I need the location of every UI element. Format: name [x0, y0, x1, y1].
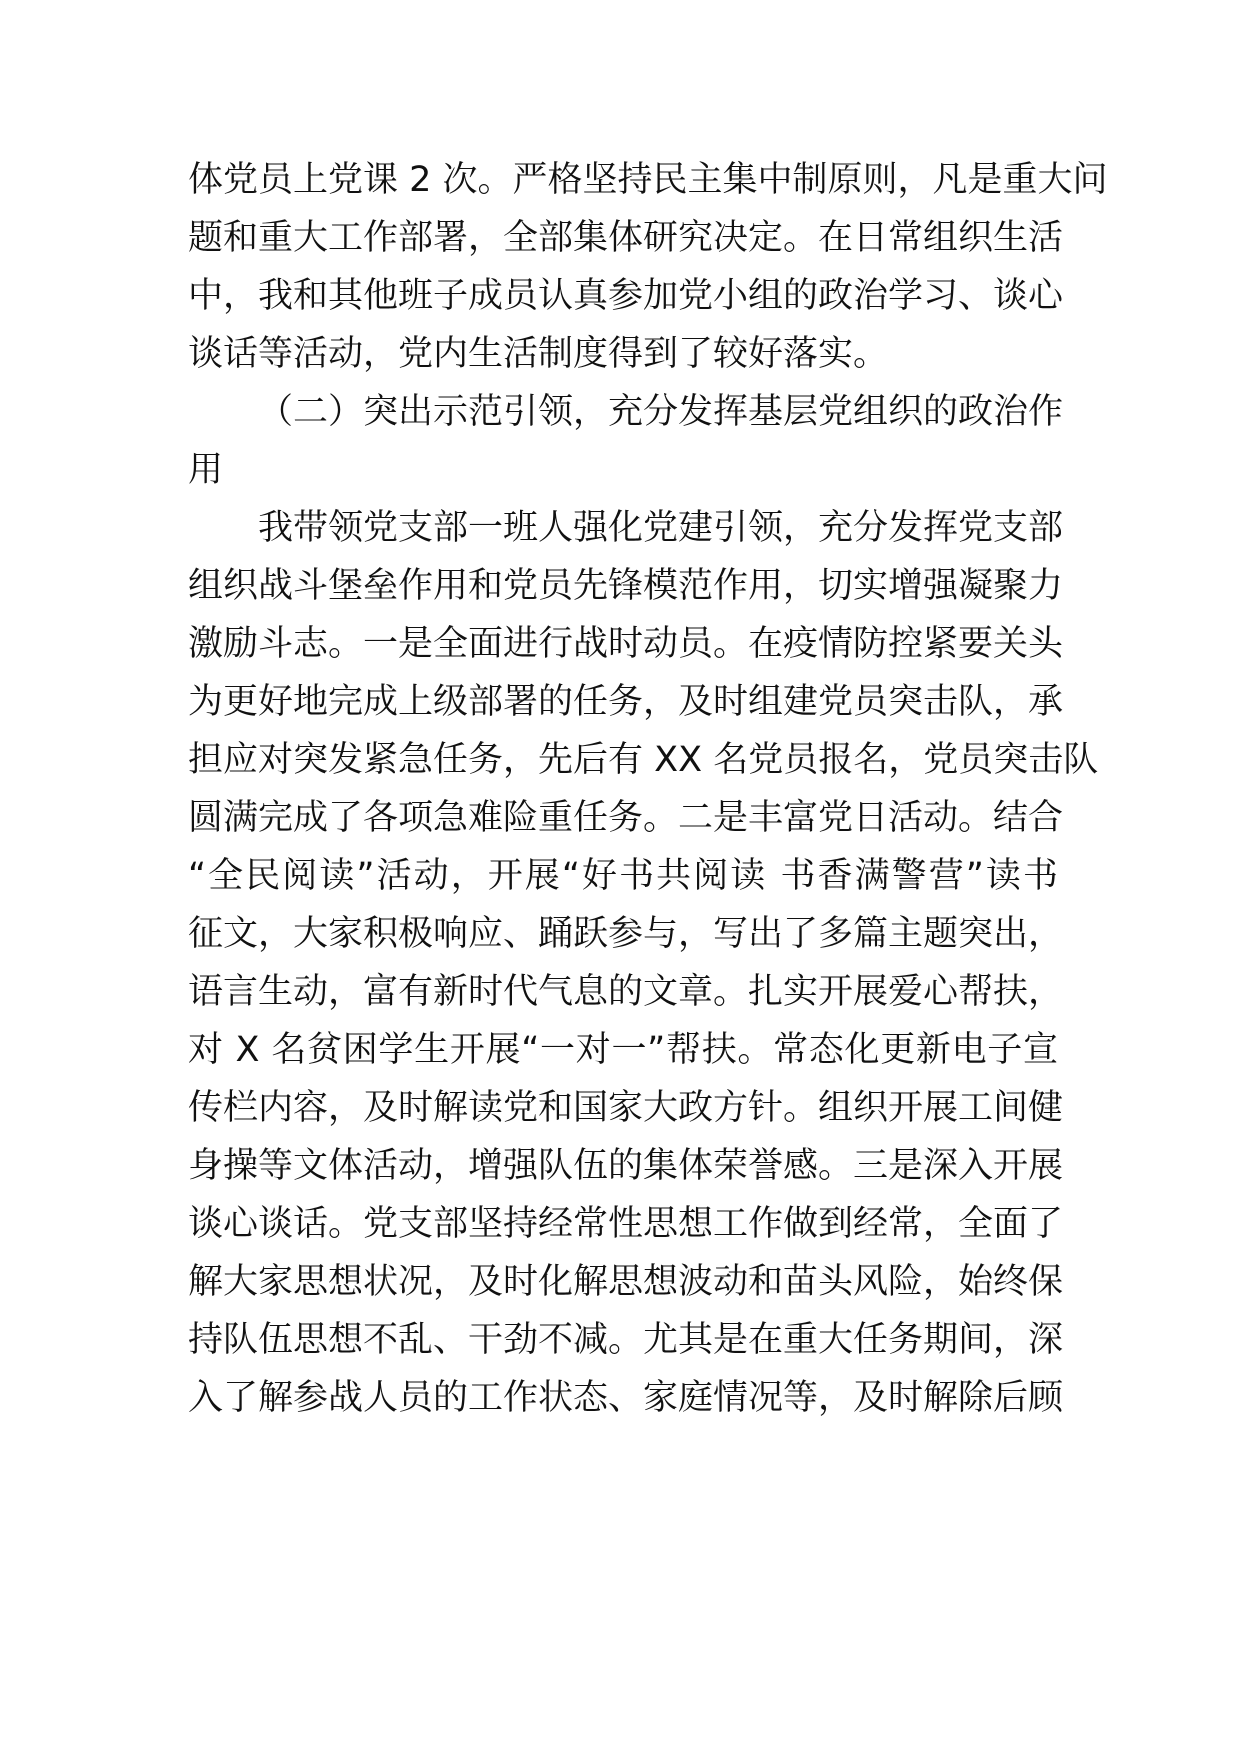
text-line: 对 X 名贫困学生开展“一对一”帮扶。常态化更新电子宣	[188, 1030, 1058, 1070]
text-line: 征文，大家积极响应、踊跃参与，写出了多篇主题突出，	[188, 914, 1064, 954]
text-line: 中，我和其他班子成员认真参加党小组的政治学习、谈心	[188, 276, 1064, 316]
text-line: 持队伍思想不乱、干劲不减。尤其是在重大任务期间，深	[188, 1320, 1064, 1360]
text-line: 体党员上党课 2 次。严格坚持民主集中制原则，凡是重大问	[188, 160, 1108, 200]
section-heading: （二）突出示范引领，充分发挥基层党组织的政治作	[258, 392, 1064, 432]
text-line: 传栏内容，及时解读党和国家大政方针。组织开展工间健	[188, 1088, 1064, 1128]
text-line: 身操等文体活动，增强队伍的集体荣誉感。三是深入开展	[188, 1146, 1064, 1186]
text-line: 语言生动，富有新时代气息的文章。扎实开展爱心帮扶，	[188, 972, 1064, 1012]
text-line: 激励斗志。一是全面进行战时动员。在疫情防控紧要关头	[188, 624, 1064, 664]
section-heading-continuation: 用	[188, 450, 224, 490]
text-line: 解大家思想状况，及时化解思想波动和苗头风险，始终保	[188, 1262, 1064, 1302]
text-line: 圆满完成了各项急难险重任务。二是丰富党日活动。结合	[188, 798, 1064, 838]
text-line: 担应对突发紧急任务，先后有 XX 名党员报名，党员突击队	[188, 740, 1099, 780]
paragraph-first-line: 我带领党支部一班人强化党建引领，充分发挥党支部	[258, 508, 1064, 548]
text-line: “全民阅读”活动，开展“好书共阅读 书香满警营”读书	[188, 856, 1058, 896]
text-line: 题和重大工作部署，全部集体研究决定。在日常组织生活	[188, 218, 1064, 258]
text-line: 为更好地完成上级部署的任务，及时组建党员突击队，承	[188, 682, 1064, 722]
text-line: 入了解参战人员的工作状态、家庭情况等，及时解除后顾	[188, 1378, 1064, 1418]
text-line: 谈话等活动，党内生活制度得到了较好落实。	[188, 334, 889, 374]
text-line: 组织战斗堡垒作用和党员先锋模范作用，切实增强凝聚力	[188, 566, 1064, 606]
text-line: 谈心谈话。党支部坚持经常性思想工作做到经常，全面了	[188, 1204, 1064, 1244]
